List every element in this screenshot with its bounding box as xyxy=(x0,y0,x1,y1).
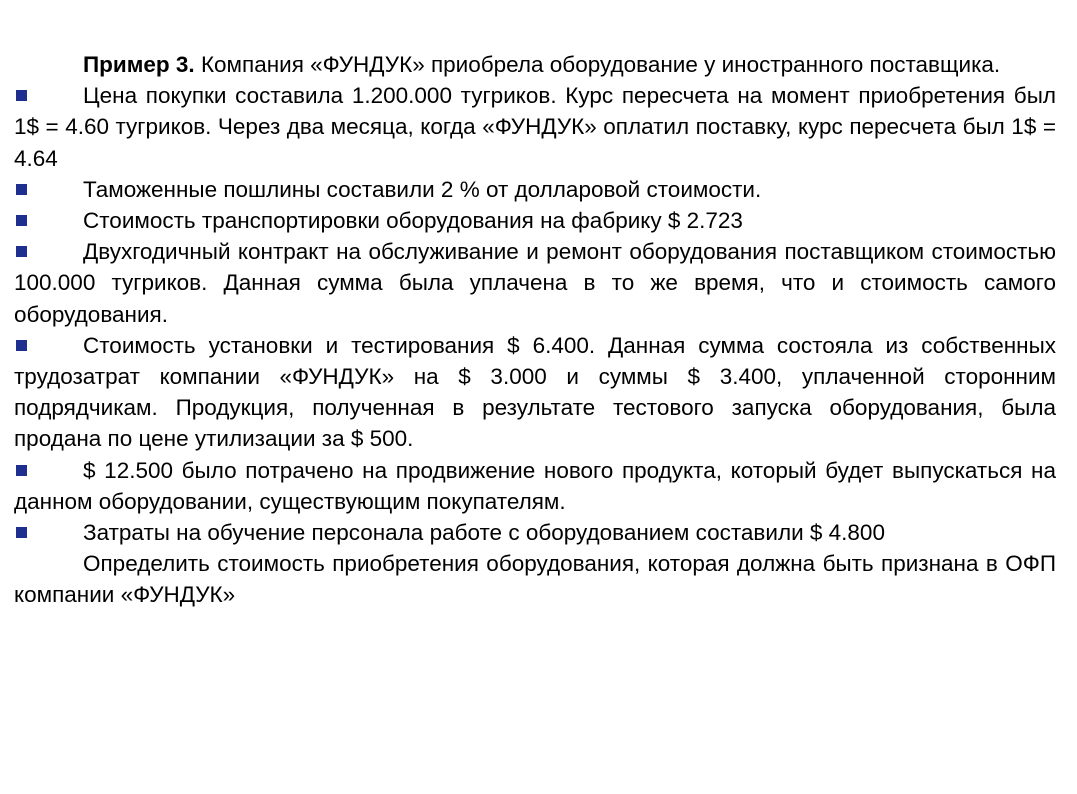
list-item xyxy=(14,517,1056,548)
list-item-text: $ 12.500 было потрачено на продвижение нового продукта, который будет выпускаться на данном оборудовании, существующим покупателям. xyxy=(14,457,1056,514)
example-title: Пример 3. xyxy=(83,52,195,77)
list-item xyxy=(14,80,1056,174)
list-item-text: Цена покупки составила 1.200.000 тугриков. Курс пересчета на момент приобретения был 1$ = 4.60 тугриков. Через два месяца, когда «ФУНДУК» оплатил поставку, курс пересчета был 1$ = 4.64 xyxy=(14,83,1056,171)
square-bullet-icon xyxy=(16,527,27,538)
list-item xyxy=(14,330,1056,455)
conclusion-paragraph xyxy=(14,548,1056,610)
square-bullet-icon xyxy=(16,184,27,195)
list-item-text: Стоимость установки и тестирования $ 6.400. Данная сумма состояла из собственных трудозатрат компании «ФУНДУК» на $ 3.000 и суммы $ 3.400, уплаченной сторонним подрядчикам. Продукция, полученная в результате тестового запуска оборудования, была продана по цене утилизации за $ 500. xyxy=(14,332,1056,452)
list-item-text: Двухгодичный контракт на обслуживание и ремонт оборудования поставщиком стоимостью 100.000 тугриков. Данная сумма была уплачена в то же время, что и стоимость самого оборудования. xyxy=(14,239,1056,327)
list-item-text: Затраты на обучение персонала работе с оборудованием составили $ 4.800 xyxy=(83,520,885,546)
list-item xyxy=(14,205,1056,236)
square-bullet-icon xyxy=(16,90,27,101)
list-item-text: Таможенные пошлины составили 2 % от долларовой стоимости. xyxy=(83,176,762,202)
square-bullet-icon xyxy=(16,465,27,476)
square-bullet-icon xyxy=(16,246,27,257)
list-item xyxy=(14,236,1056,330)
square-bullet-icon xyxy=(16,340,27,351)
list-item xyxy=(14,455,1056,517)
intro-text: Компания «ФУНДУК» приобрела оборудование у иностранного поставщика. xyxy=(200,52,1001,77)
list-item-text: Стоимость транспортировки оборудования на фабрику $ 2.723 xyxy=(83,208,743,234)
square-bullet-icon xyxy=(16,215,27,226)
intro-paragraph xyxy=(14,49,1056,80)
document-body xyxy=(14,49,1056,611)
conclusion-text: Определить стоимость приобретения оборудования, которая должна быть признана в ОФП компании «ФУНДУК» xyxy=(14,551,1056,608)
list-item xyxy=(14,174,1056,205)
